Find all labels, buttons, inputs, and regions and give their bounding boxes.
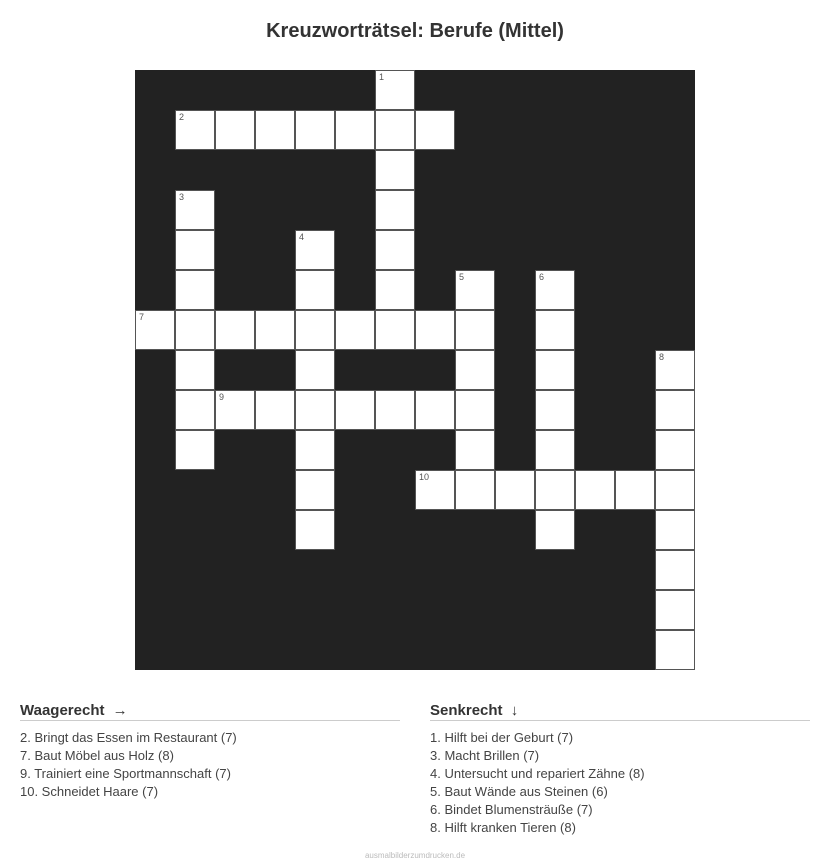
across-clue: 7. Baut Möbel aus Holz (8) [20, 748, 174, 763]
grid-cell[interactable] [375, 70, 415, 110]
grid-cell[interactable] [295, 310, 335, 350]
grid-cell[interactable] [295, 430, 335, 470]
grid-cell[interactable] [655, 630, 695, 670]
grid-cell[interactable] [175, 270, 215, 310]
across-clue: 9. Trainiert eine Sportmannschaft (7) [20, 766, 231, 781]
grid-cell[interactable] [455, 350, 495, 390]
grid-cell[interactable] [535, 390, 575, 430]
grid-cell[interactable] [295, 510, 335, 550]
cell-number: 5 [459, 272, 465, 282]
grid-cell[interactable] [415, 470, 455, 510]
grid-cell[interactable] [175, 190, 215, 230]
grid-cell[interactable] [495, 470, 535, 510]
down-clue: 6. Bindet Blumensträuße (7) [430, 802, 593, 817]
cell-number: 10 [419, 472, 430, 482]
grid-cell[interactable] [175, 310, 215, 350]
grid-cell[interactable] [295, 110, 335, 150]
grid-cell[interactable] [335, 390, 375, 430]
grid-cell[interactable] [215, 110, 255, 150]
grid-cell[interactable] [335, 110, 375, 150]
grid-cell[interactable] [655, 550, 695, 590]
grid-cell[interactable] [375, 190, 415, 230]
grid-cell[interactable] [415, 310, 455, 350]
arrow-right-icon: → [112, 702, 128, 719]
cell-number: 2 [179, 112, 185, 122]
grid-cell[interactable] [255, 310, 295, 350]
grid-cell[interactable] [375, 150, 415, 190]
grid-cell[interactable] [175, 230, 215, 270]
grid-cell[interactable] [375, 270, 415, 310]
grid-cell[interactable] [535, 510, 575, 550]
grid-cell[interactable] [655, 350, 695, 390]
grid-cell[interactable] [615, 470, 655, 510]
grid-cell[interactable] [655, 510, 695, 550]
crossword-grid [135, 70, 695, 670]
grid-cell[interactable] [455, 470, 495, 510]
cell-number: 6 [539, 272, 545, 282]
down-heading-label: Senkrecht [430, 702, 503, 719]
cell-number: 1 [379, 72, 385, 82]
across-heading [20, 702, 400, 721]
grid-cell[interactable] [455, 310, 495, 350]
grid-cell[interactable] [255, 110, 295, 150]
arrow-down-icon: ↓ [510, 702, 519, 719]
grid-cell[interactable] [415, 390, 455, 430]
grid-cell[interactable] [655, 390, 695, 430]
grid-cell[interactable] [175, 350, 215, 390]
grid-cell[interactable] [215, 310, 255, 350]
footer-credit: ausmalbilderzumdrucken.de [364, 851, 466, 860]
cell-number: 9 [219, 392, 225, 402]
cell-number: 4 [299, 232, 305, 242]
grid-cell[interactable] [135, 310, 175, 350]
grid-cell[interactable] [295, 390, 335, 430]
grid-cell[interactable] [375, 230, 415, 270]
down-clue: 4. Untersucht und repariert Zähne (8) [430, 766, 645, 781]
down-heading [430, 702, 810, 721]
cell-number: 7 [139, 312, 145, 322]
down-clue: 3. Macht Brillen (7) [430, 748, 540, 763]
grid-cell[interactable] [655, 470, 695, 510]
grid-cell[interactable] [535, 350, 575, 390]
down-clues-panel [430, 702, 810, 837]
grid-cell[interactable] [175, 110, 215, 150]
across-heading-label: Waagerecht [20, 702, 105, 719]
grid-cell[interactable] [455, 270, 495, 310]
grid-cell[interactable] [455, 430, 495, 470]
down-clue: 8. Hilft kranken Tieren (8) [430, 820, 576, 835]
across-clue: 2. Bringt das Essen im Restaurant (7) [20, 730, 237, 745]
grid-cell[interactable] [415, 110, 455, 150]
grid-cell[interactable] [175, 430, 215, 470]
grid-cell[interactable] [535, 430, 575, 470]
grid-cell[interactable] [215, 390, 255, 430]
grid-cell[interactable] [535, 470, 575, 510]
grid-cell[interactable] [575, 470, 615, 510]
grid-cell[interactable] [295, 270, 335, 310]
down-clue: 5. Baut Wände aus Steinen (6) [430, 784, 608, 799]
grid-cell[interactable] [295, 350, 335, 390]
grid-cell[interactable] [175, 390, 215, 430]
grid-cell[interactable] [295, 230, 335, 270]
across-clue: 10. Schneidet Haare (7) [20, 784, 159, 799]
across-clues-panel [20, 702, 400, 801]
grid-cell[interactable] [375, 310, 415, 350]
down-clue: 1. Hilft bei der Geburt (7) [430, 730, 574, 745]
page-title: Kreuzworträtsel: Berufe (Mittel) [266, 20, 564, 42]
grid-cell[interactable] [655, 590, 695, 630]
grid-cell[interactable] [375, 390, 415, 430]
grid-cell[interactable] [535, 270, 575, 310]
grid-cell[interactable] [255, 390, 295, 430]
cell-number: 8 [659, 352, 665, 362]
grid-cell[interactable] [455, 390, 495, 430]
grid-cell[interactable] [295, 470, 335, 510]
cell-number: 3 [179, 192, 185, 202]
grid-cell[interactable] [655, 430, 695, 470]
grid-cell[interactable] [375, 110, 415, 150]
grid-cell[interactable] [335, 310, 375, 350]
grid-cell[interactable] [535, 310, 575, 350]
